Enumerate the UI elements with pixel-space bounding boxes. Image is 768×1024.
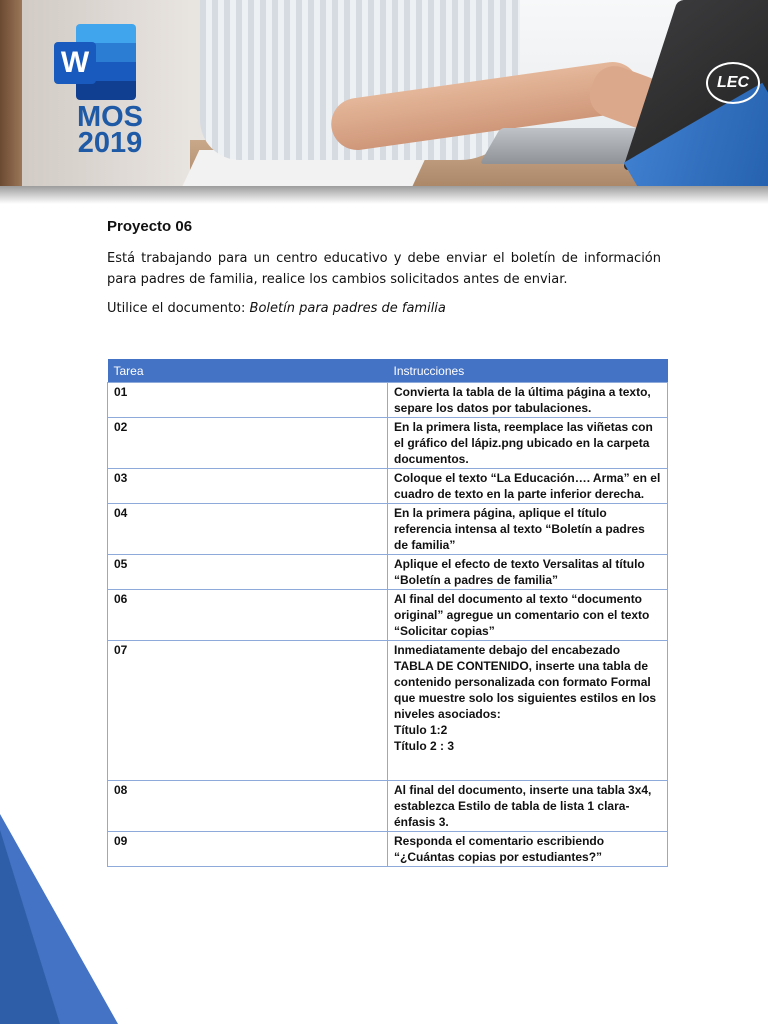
task-instruction: [388, 469, 668, 504]
task-instruction: [388, 832, 668, 867]
task-instruction: [388, 555, 668, 590]
task-number: 08: [108, 781, 388, 832]
project-title: Proyecto 06: [107, 218, 193, 235]
instruction-line: Coloque el texto “La Educación…. Arma” en el cuadro de texto en la parte inferior derecha.: [394, 471, 661, 501]
task-number: 03: [108, 469, 388, 504]
header-tarea: Tarea: [108, 359, 388, 383]
table-row: [108, 418, 668, 469]
tasks-table: [107, 359, 668, 867]
task-instruction: [388, 504, 668, 555]
task-instruction: [388, 641, 668, 781]
use-document-line: [107, 299, 661, 319]
instruction-line: Título 1:2: [394, 723, 448, 737]
instruction-line: Aplique el efecto de texto Versalitas al título “Boletín a padres de familia”: [394, 557, 645, 587]
task-number: 09: [108, 832, 388, 867]
mos-text: MOS: [76, 101, 144, 133]
task-number: 07: [108, 641, 388, 781]
header-banner: [0, 0, 768, 186]
instruction-line: Convierta la tabla de la última página a texto, separe los datos por tabulaciones.: [394, 385, 651, 415]
task-instruction: [388, 781, 668, 832]
header-instrucciones: Instrucciones: [388, 359, 668, 383]
table-row: [108, 469, 668, 504]
table-row: [108, 641, 668, 781]
task-instruction: [388, 590, 668, 641]
instruction-line: En la primera página, aplique el título referencia intensa al texto “Boletín a padres de familia”: [394, 506, 645, 552]
decorative-dark-triangle: [0, 830, 60, 1024]
mos-2019-logo: [70, 101, 150, 159]
use-document-label: Utilice el documento:: [107, 301, 246, 316]
task-instruction: [388, 418, 668, 469]
task-number: 01: [108, 383, 388, 418]
task-number: 04: [108, 504, 388, 555]
banner-shadow: [0, 186, 768, 204]
lec-logo: LEC: [706, 62, 760, 104]
instruction-line: Al final del documento al texto “documento original” agregue un comentario con el texto “Solicitar copias”: [394, 592, 650, 638]
word-logo-letter: W: [54, 42, 96, 84]
task-number: 06: [108, 590, 388, 641]
table-row: [108, 590, 668, 641]
tasks-table-body: [108, 383, 668, 867]
word-logo-icon: [54, 24, 136, 100]
table-row: [108, 832, 668, 867]
banner-photo-wall: [0, 0, 22, 186]
table-row: [108, 555, 668, 590]
instruction-line: Al final del documento, inserte una tabla 3x4, establezca Estilo de tabla de lista 1 clara-énfasis 3.: [394, 783, 652, 829]
instruction-line: En la primera lista, reemplace las viñetas con el gráfico del lápiz.png ubicado en la carpeta documentos.: [394, 420, 653, 466]
task-number: 02: [108, 418, 388, 469]
instruction-line: Título 2 : 3: [394, 739, 454, 753]
mos-year: 2019: [77, 127, 143, 159]
instruction-line: Responda el comentario escribiendo “¿Cuántas copias por estudiantes?”: [394, 834, 605, 864]
tasks-table-header: [108, 359, 668, 383]
intro-paragraph: Está trabajando para un centro educativo y debe enviar el boletín de información para padres de familia, realice los cambios solicitados antes de enviar.: [107, 251, 661, 287]
task-instruction: [388, 383, 668, 418]
use-document-name: Boletín para padres de familia: [249, 301, 446, 316]
instruction-line: Inmediatamente debajo del encabezado TABLA DE CONTENIDO, inserte una tabla de contenido personalizada con formato Formal que muestre solo los siguientes estilos en los niveles asociados:: [394, 643, 657, 721]
table-row: [108, 383, 668, 418]
task-number: 05: [108, 555, 388, 590]
table-row: [108, 504, 668, 555]
table-row: [108, 781, 668, 832]
